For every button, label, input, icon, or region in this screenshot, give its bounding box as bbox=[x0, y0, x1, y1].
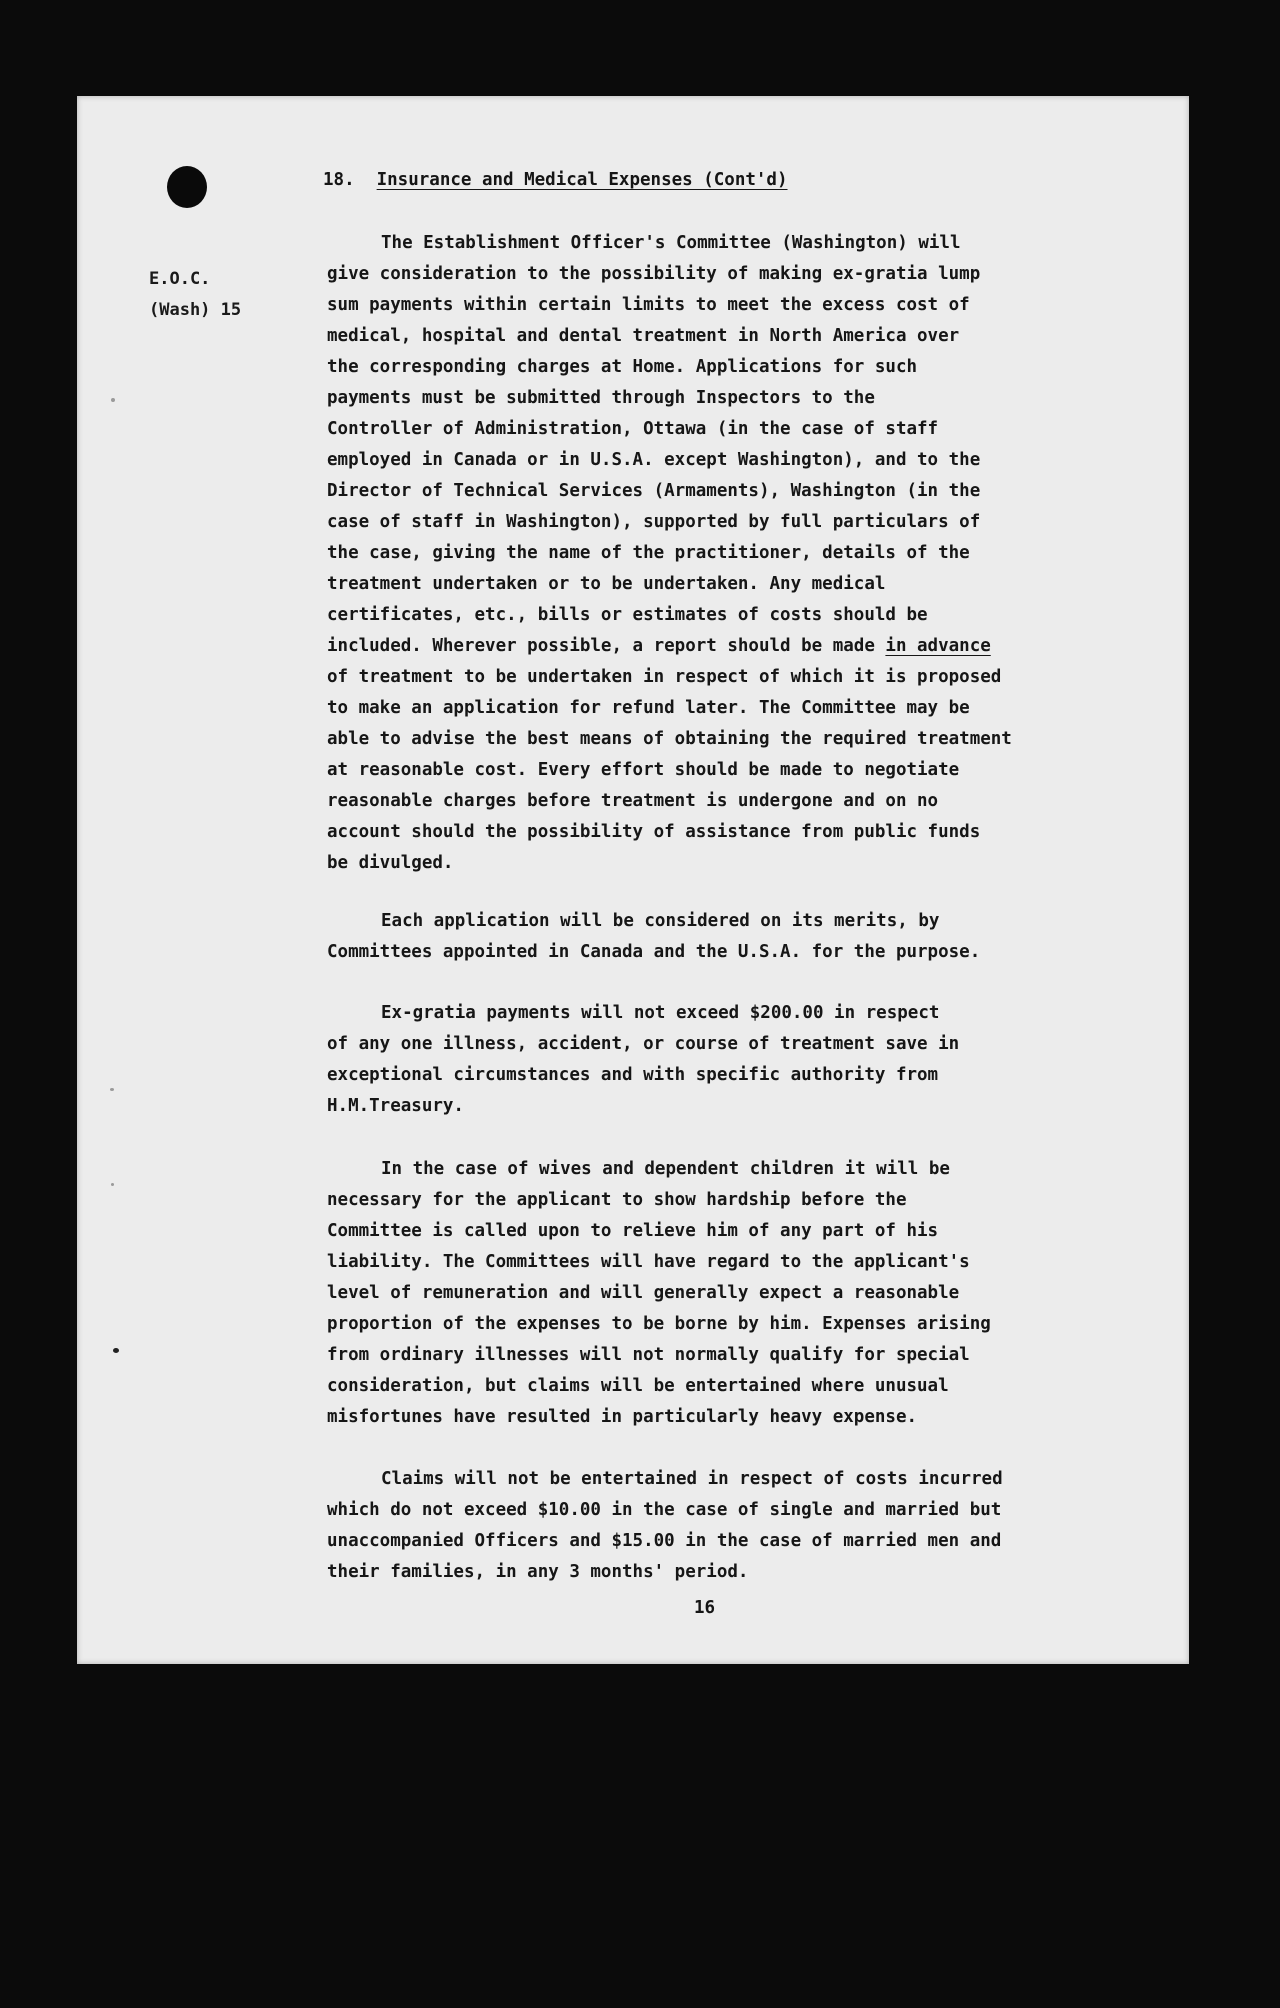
section-number: 18. bbox=[323, 170, 355, 190]
text-line: liability. The Committees will have regard to the applicant's bbox=[327, 1252, 970, 1272]
text-line: from ordinary illnesses will not normally qualify for special bbox=[327, 1345, 970, 1365]
text-line: give consideration to the possibility of making ex-gratia lump bbox=[327, 264, 981, 284]
margin-reference bbox=[149, 264, 241, 326]
text-line: the corresponding charges at Home. Applications for such bbox=[327, 357, 918, 377]
text-line: their families, in any 3 months' period. bbox=[327, 1562, 749, 1582]
page-number: 16 bbox=[694, 1598, 716, 1618]
text-line: at reasonable cost. Every effort should be made to negotiate bbox=[327, 760, 960, 780]
text-line: misfortunes have resulted in particularly heavy expense. bbox=[327, 1407, 918, 1427]
paragraph-5 bbox=[327, 1464, 1087, 1588]
paragraph-1 bbox=[327, 228, 1087, 879]
text-line: unaccompanied Officers and $15.00 in the case of married men and bbox=[327, 1531, 1002, 1551]
margin-note-line: (Wash) 15 bbox=[149, 300, 242, 320]
section-heading bbox=[323, 170, 788, 190]
section-title: Insurance and Medical Expenses (Cont'd) bbox=[376, 170, 788, 190]
text-line: proportion of the expenses to be borne by him. Expenses arising bbox=[327, 1314, 991, 1334]
paragraph-2 bbox=[327, 906, 1087, 968]
text-line: payments must be submitted through Inspectors to the bbox=[327, 388, 875, 408]
text-line: Each application will be considered on its merits, by bbox=[381, 911, 940, 931]
punch-hole bbox=[167, 166, 207, 208]
text-line: able to advise the best means of obtaining the required treatment bbox=[327, 729, 1012, 749]
text-line: In the case of wives and dependent children it will be bbox=[381, 1159, 950, 1179]
text-line: exceptional circumstances and with specific authority from bbox=[327, 1065, 939, 1085]
text-line: consideration, but claims will be entertained where unusual bbox=[327, 1376, 949, 1396]
text-line: H.M.Treasury. bbox=[327, 1096, 464, 1116]
paragraph-4 bbox=[327, 1154, 1087, 1433]
underlined-phrase: in advance bbox=[885, 636, 991, 656]
margin-note-line: E.O.C. bbox=[149, 269, 211, 289]
text-line: employed in Canada or in U.S.A. except Washington), and to the bbox=[327, 450, 981, 470]
text-line: level of remuneration and will generally expect a reasonable bbox=[327, 1283, 960, 1303]
text-line-with-underline bbox=[327, 631, 1087, 662]
text-line: Director of Technical Services (Armaments), Washington (in the bbox=[327, 481, 981, 501]
text-line: to make an application for refund later. The Committee may be bbox=[327, 698, 970, 718]
scan-speck bbox=[113, 1348, 119, 1353]
text-line: treatment undertaken or to be undertaken. Any medical bbox=[327, 574, 886, 594]
text-line: of treatment to be undertaken in respect of which it is proposed bbox=[327, 667, 1002, 687]
text-line: Ex-gratia payments will not exceed $200.00 in respect bbox=[381, 1003, 940, 1023]
text-line: case of staff in Washington), supported by full particulars of bbox=[327, 512, 981, 532]
text-line: The Establishment Officer's Committee (Washington) will bbox=[381, 233, 961, 253]
scan-speck bbox=[111, 1183, 114, 1186]
text-line: medical, hospital and dental treatment in North America over bbox=[327, 326, 960, 346]
text-line: reasonable charges before treatment is undergone and on no bbox=[327, 791, 939, 811]
text-line: of any one illness, accident, or course of treatment save in bbox=[327, 1034, 960, 1054]
scan-speck bbox=[111, 398, 115, 402]
text-line: certificates, etc., bills or estimates of costs should be bbox=[327, 605, 928, 625]
text-line: Controller of Administration, Ottawa (in the case of staff bbox=[327, 419, 939, 439]
text-line: Committees appointed in Canada and the U.S.A. for the purpose. bbox=[327, 942, 981, 962]
text-line: be divulged. bbox=[327, 853, 454, 873]
text-line: which do not exceed $10.00 in the case of single and married but bbox=[327, 1500, 1002, 1520]
text-line: necessary for the applicant to show hardship before the bbox=[327, 1190, 907, 1210]
text-line: Committee is called upon to relieve him of any part of his bbox=[327, 1221, 939, 1241]
text-line: the case, giving the name of the practitioner, details of the bbox=[327, 543, 970, 563]
text-line: Claims will not be entertained in respect of costs incurred bbox=[381, 1469, 1003, 1489]
text-line: sum payments within certain limits to meet the excess cost of bbox=[327, 295, 970, 315]
text-segment: included. Wherever possible, a report should be made bbox=[327, 636, 886, 656]
paragraph-3 bbox=[327, 998, 1087, 1122]
text-line: account should the possibility of assistance from public funds bbox=[327, 822, 981, 842]
scan-speck bbox=[110, 1088, 114, 1091]
